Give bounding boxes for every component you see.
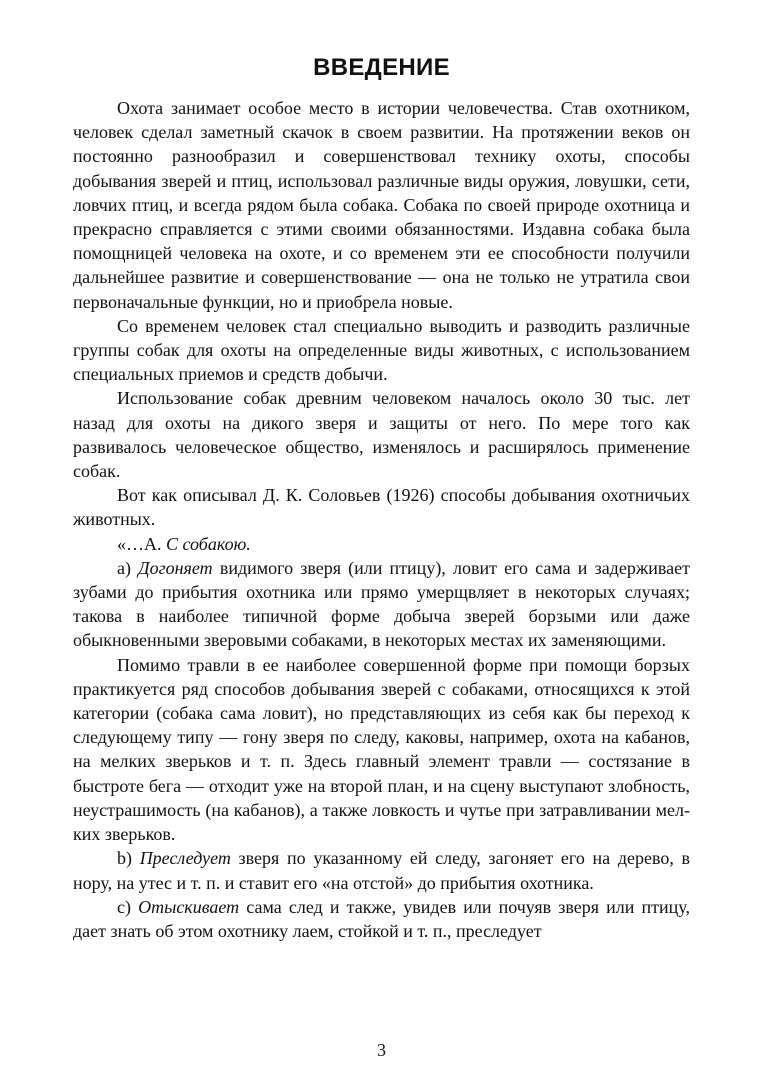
item-c-text: сама след и также, увидев или почуяв зверя или птицу, дает знать об этом охотнику лаем, стойкой и т. п., преследует <box>73 896 691 941</box>
item-b-prefix: b) <box>117 848 140 869</box>
chapter-heading: ВВЕДЕНИЕ <box>313 54 450 81</box>
paragraph-history: Использование собак древним человеком началось около 30 тыс. лет назад для охоты на дикого зверя и защиты от него. По мере того как развивалось человеческое общество, изменялось и расширялось применение собак. <box>73 388 690 482</box>
item-b-keyword: Преследует <box>139 848 231 869</box>
body-text <box>73 96 690 943</box>
quote-heading-italic: С собакою. <box>166 533 251 554</box>
item-a-text: видимого зверя (или птицу), ловит его сама и задерживает зубами до прибытия охотника или прямо умерщвляет в некоторых случаях; такова в наиболее типичной форме добыча зверей борзыми или даже обыкновенными зверовыми собаками, в некоторых местах их заменяющими. <box>73 557 691 651</box>
item-c-keyword: Отыскивает <box>138 896 240 917</box>
paragraph-hunting-methods: Помимо травли в ее наиболее совершенной форме при помощи борзых практикуется ряд способов добывания зверей с собаками, относящихся к этой категории (собака сама ловит), но представляющих из себя как бы переход к следующему типу — гону зверя по следу, каковы, например, охота на кабанов, на мелких зверьков и т. п. Здесь главный элемент травли — состязание в быстроте бега — отходит уже на второй план, и на сцену выступают злобность, неустрашимость (на кабанов), а также ловкость и чутье при затравливании мелких зверьков. <box>73 654 690 845</box>
item-b-text: зверя по указанному ей следу, загоняет его на дерево, в нору, на утес и т. п. и ставит его «на отстой» до прибытия охотника. <box>73 848 691 893</box>
item-a-prefix: а) <box>117 557 139 578</box>
paragraph-soloviev: Вот как описывал Д. К. Соловьев (1926) способы добывания охотничьих животных. <box>73 485 690 530</box>
item-b <box>73 846 690 894</box>
page-number: 3 <box>377 1040 386 1060</box>
item-c-prefix: с) <box>117 896 139 917</box>
item-c <box>73 895 690 943</box>
quote-heading <box>73 532 690 556</box>
quote-heading-prefix: «…А. <box>117 533 166 554</box>
item-a <box>73 556 690 653</box>
item-a-keyword: Догоняет <box>138 557 213 578</box>
paragraph-breeding: Со временем человек стал специально выводить и разводить различные группы собак для охоты на определенные виды животных, с использованием специальных приемов и средств добычи. <box>73 315 690 385</box>
paragraph-intro: Охота занимает особое место в истории человечества. Став охотником, человек сделал заметный скачок в своем развитии. На протяжении веков он постоянно разнообразил и совершенствовал технику охоты, способы добывания зверей и птиц, использовал различные виды оружия, ловушки, сети, ловчих птиц, и всегда рядом была собака. Собака по своей природе охотница и прекрасно справляется с этими своими обязанностями. Издавна собака была помощницей человека на охоте, и со временем эти ее способности получили дальнейшее развитие и совершенствование — она не только не утратила свои первоначальные функции, но и приобрела новые. <box>73 98 690 312</box>
